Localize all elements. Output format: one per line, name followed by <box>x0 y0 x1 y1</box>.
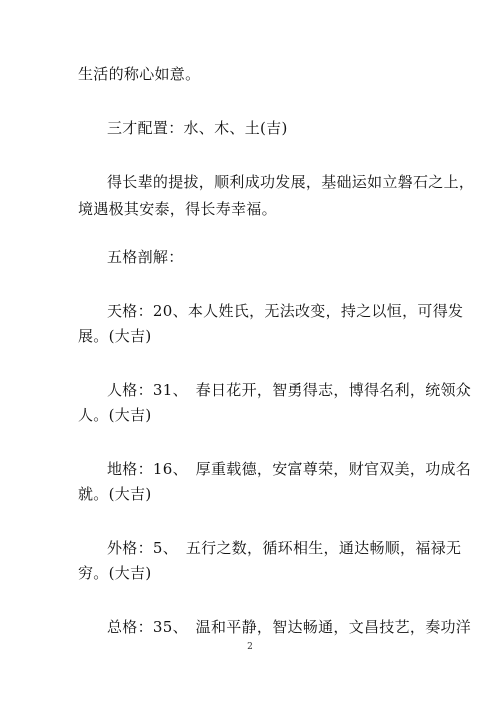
tiange-line: 天格：20、本人姓氏，无法改变，持之以恒，可得发 <box>107 302 464 320</box>
page-number: 2 <box>247 642 253 652</box>
waige-line: 外格：5、 五行之数，循环相生，通达畅顺，福禄无 <box>107 539 462 557</box>
text-line: 穷。(大吉) <box>78 564 152 582</box>
zongge-line: 总格：35、 温和平静，智达畅通，文昌技艺，奏功洋 <box>107 618 472 636</box>
text-line: 得长辈的提拔，顺利成功发展，基础运如立磐石之上， <box>107 173 475 191</box>
dige-line: 地格：16、 厚重载德，安富尊荣，财官双美，功成名 <box>107 460 472 478</box>
sancai-config-heading: 三才配置：水、木、土(吉) <box>107 119 288 137</box>
text-line: 人。(大吉) <box>78 406 152 424</box>
renge-line: 人格：31、 春日花开，智勇得志，博得名利，统领众 <box>107 381 472 399</box>
wuge-heading: 五格剖解： <box>107 248 184 266</box>
text-line: 就。(大吉) <box>78 485 152 503</box>
text-line: 展。(大吉) <box>78 327 152 345</box>
text-line: 境遇极其安泰，得长寿幸福。 <box>78 200 277 218</box>
text-line: 生活的称心如意。 <box>78 65 201 83</box>
